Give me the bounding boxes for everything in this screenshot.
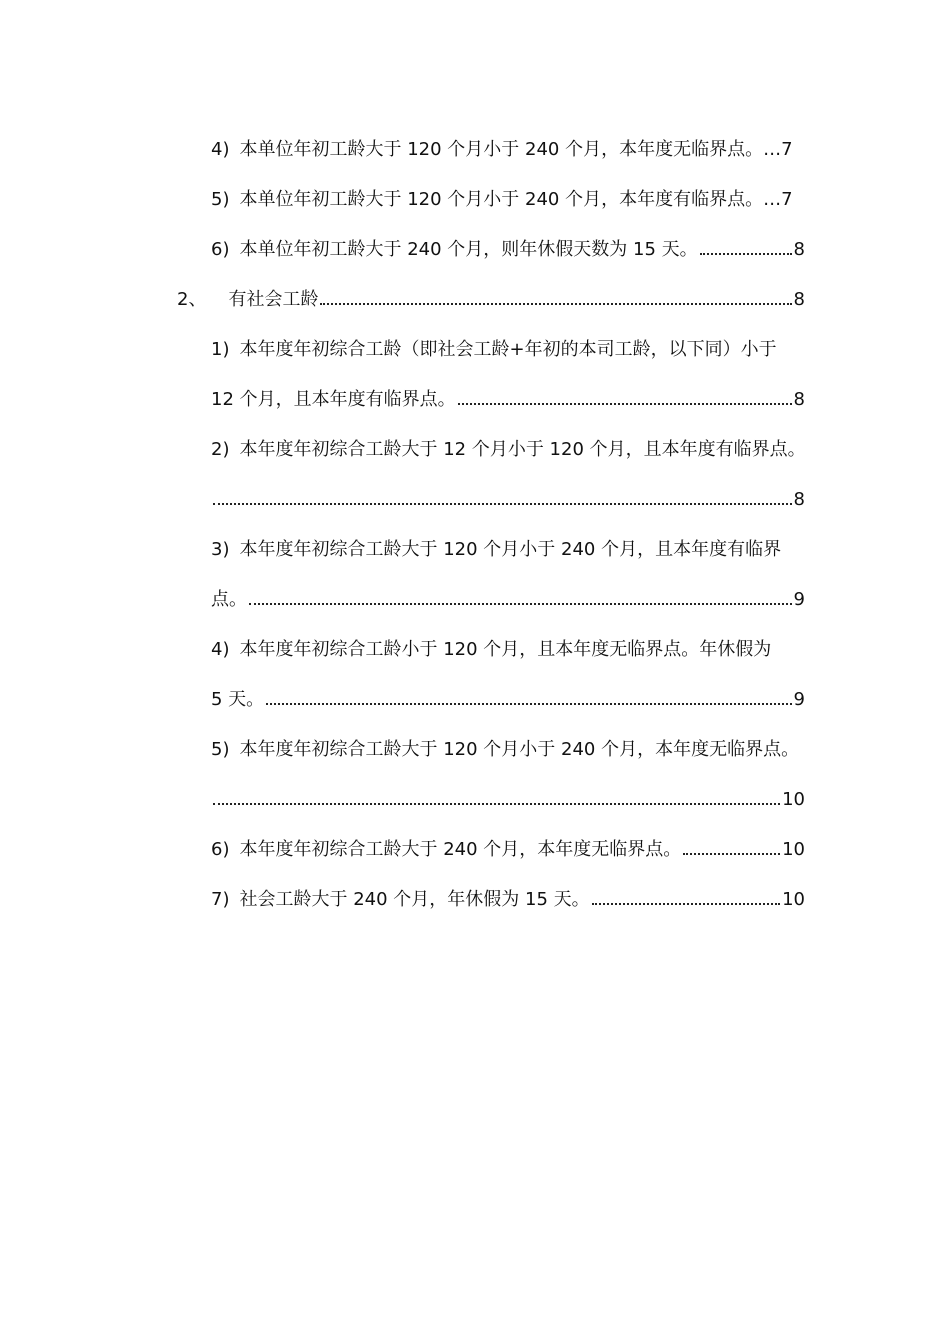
toc-entry-number: 6) [211,839,230,860]
toc-entry-continuation[interactable] [211,585,805,615]
toc-entry-page: 9 [793,589,805,610]
dot-leader [213,803,780,805]
toc-entry[interactable] [211,835,805,865]
toc-entry-page: 8 [793,489,805,510]
toc-entry-number: 5) [211,189,230,210]
toc-entry[interactable] [211,635,771,665]
toc-entry-title: 社会工龄大于 240 个月，年休假为 15 天。 [239,889,590,910]
toc-entry-continuation[interactable] [211,685,805,715]
toc-entry-number: 4) [211,639,230,660]
toc-entry-continuation[interactable] [211,485,805,515]
toc-entry[interactable] [211,185,793,215]
toc-entry-page: 10 [782,789,805,810]
dot-leader [458,403,792,405]
toc-entry-number: 2) [211,439,230,460]
toc-entry-number: 4) [211,139,230,160]
dot-leader [266,703,791,705]
toc-entry-number: 5) [211,739,230,760]
toc-entry[interactable] [211,235,805,265]
toc-entry-title: 本年度年初综合工龄大于 120 个月小于 240 个月，本年度无临界点。 [239,739,800,760]
toc-entry-page: 7 [781,189,793,210]
toc-section-entry[interactable] [177,285,805,315]
dot-leader [592,903,780,905]
dot-leader [700,253,792,255]
toc-entry[interactable] [211,435,806,465]
toc-entry-title: 本单位年初工龄大于 120 个月小于 240 个月，本年度无临界点。… [239,139,782,160]
toc-entry-page: 8 [793,289,805,310]
toc-entry[interactable] [211,535,781,565]
toc-entry-title: 有社会工龄 [228,289,319,310]
dot-leader [683,853,780,855]
toc-entry-title-cont: 点。 [211,589,247,610]
toc-entry-number: 3) [211,539,230,560]
toc-entry[interactable] [211,735,799,765]
toc-entry-title-cont: 12 个月，且本年度有临界点。 [211,389,456,410]
toc-entry[interactable] [211,135,793,165]
toc-entry-page: 8 [793,389,805,410]
toc-entry-page: 7 [781,139,793,160]
toc-entry-number: 2、 [177,289,207,310]
toc-entry-continuation[interactable] [211,785,805,815]
toc-entry-page: 8 [793,239,805,260]
toc-entry[interactable] [211,885,805,915]
toc-entry-page: 9 [793,689,805,710]
toc-entry[interactable] [211,335,777,365]
toc-entry-number: 7) [211,889,230,910]
toc-entry-title: 本单位年初工龄大于 120 个月小于 240 个月，本年度有临界点。… [239,189,782,210]
toc-entry-number: 6) [211,239,230,260]
toc-entry-title: 本年度年初综合工龄大于 240 个月，本年度无临界点。 [239,839,682,860]
toc-entry-title: 本年度年初综合工龄大于 120 个月小于 240 个月，且本年度有临界 [239,539,782,560]
toc-entry-title: 本年度年初综合工龄（即社会工龄+年初的本司工龄，以下同）小于 [239,339,777,360]
toc-entry-title: 本单位年初工龄大于 240 个月，则年休假天数为 15 天。 [239,239,698,260]
toc-entry-page: 10 [782,889,805,910]
dot-leader [213,503,792,505]
toc-entry-title: 本年度年初综合工龄大于 12 个月小于 120 个月，且本年度有临界点。 [239,439,806,460]
toc-entry-title: 本年度年初综合工龄小于 120 个月，且本年度无临界点。年休假为 [239,639,772,660]
toc-entry-title-cont: 5 天。 [211,689,265,710]
dot-leader [249,603,792,605]
toc-entry-continuation[interactable] [211,385,805,415]
toc-entry-page: 10 [782,839,805,860]
toc-entry-number: 1) [211,339,230,360]
dot-leader [320,303,791,305]
